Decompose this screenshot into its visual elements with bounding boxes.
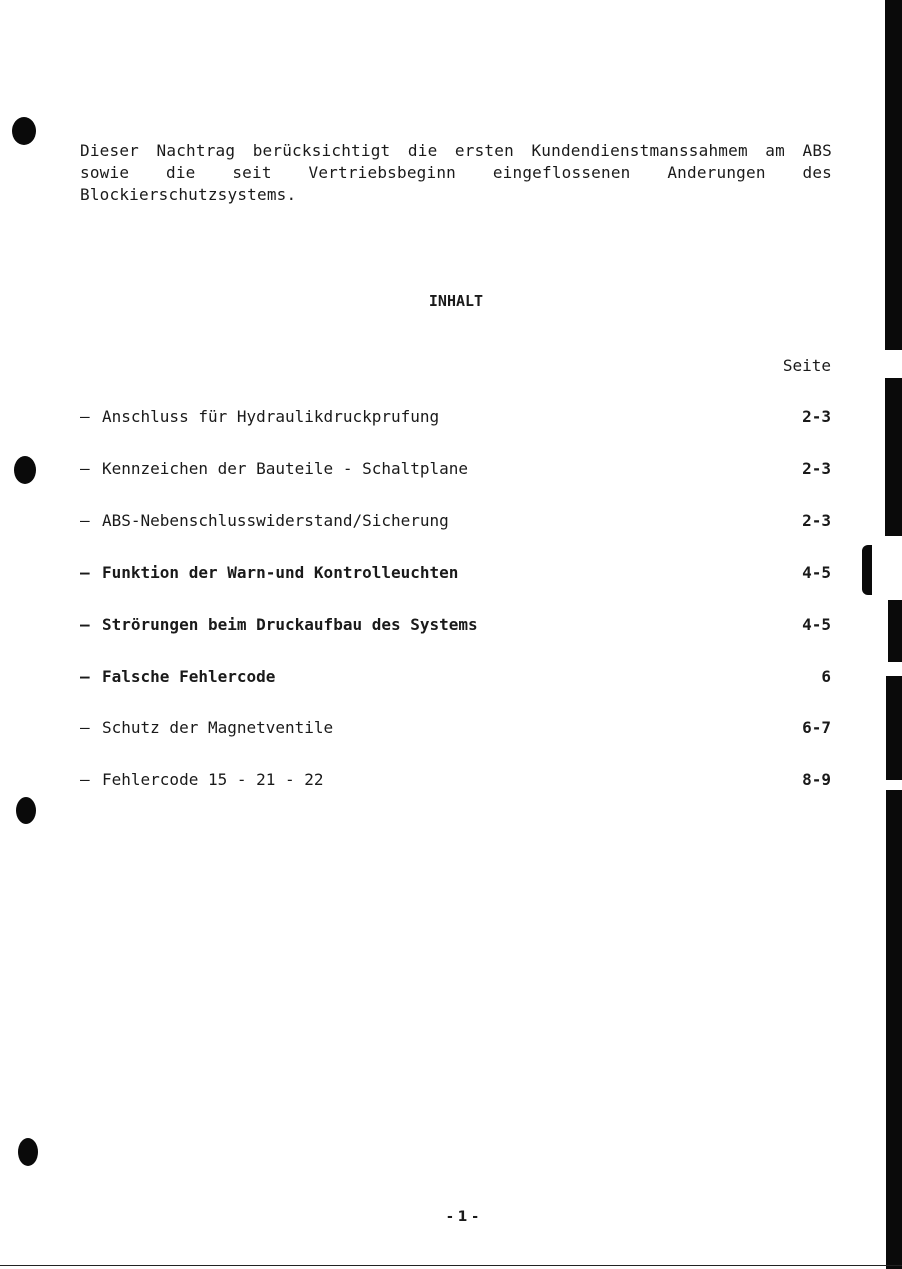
right-edge-scan-bar [886, 676, 902, 780]
toc-dash: – [80, 407, 90, 426]
toc-entry [80, 667, 831, 689]
toc-entry [80, 459, 831, 481]
toc-entry [80, 615, 831, 637]
right-edge-scan-bar [885, 378, 902, 536]
punch-hole-upper-middle [14, 456, 36, 484]
toc-page: 8-9 [802, 770, 831, 789]
right-edge-scan-bar [862, 545, 872, 595]
toc-title: Falsche Fehlercode [102, 667, 276, 686]
section-heading: INHALT [428, 292, 484, 310]
punch-hole-top [12, 117, 36, 145]
toc-dash: – [80, 667, 90, 686]
intro-paragraph: Dieser Nachtrag berücksichtigt die ersten Kundendienstmanssahmem am ABS sowie die seit Vertriebsbeginn eingeflossenen Anderungen des Blockierschutzsystems. [80, 141, 832, 204]
toc-dash: – [80, 718, 90, 737]
toc-title: Fehlercode 15 - 21 - 22 [102, 770, 324, 789]
toc-title: Schutz der Magnetventile [102, 718, 334, 737]
toc-title: ABS-Nebenschlusswiderstand/Sicherung [102, 511, 449, 530]
page-number: - 1 - [447, 1209, 479, 1225]
toc-dash: – [80, 770, 90, 789]
toc-title: Funktion der Warn-und Kontrolleuchten [102, 563, 459, 582]
punch-hole-lower-middle [16, 797, 36, 824]
toc-dash: – [80, 615, 90, 634]
page-column-header: Seite [782, 356, 831, 375]
punch-hole-bottom [18, 1138, 38, 1166]
toc-page: 4-5 [802, 615, 831, 634]
toc-entry [80, 511, 831, 533]
toc-entry [80, 563, 831, 585]
toc-title: Kennzeichen der Bauteile - Schaltplane [102, 459, 469, 478]
toc-entry [80, 770, 831, 792]
right-edge-scan-bar [888, 600, 902, 662]
bottom-border-line [0, 1265, 902, 1266]
toc-entry [80, 718, 831, 740]
toc-page: 6 [821, 667, 831, 686]
toc-title: Strörungen beim Druckaufbau des Systems [102, 615, 478, 634]
toc-page: 2-3 [802, 407, 831, 426]
toc-page: 2-3 [802, 459, 831, 478]
toc-title: Anschluss für Hydraulikdruckprufung [102, 407, 440, 426]
toc-page: 2-3 [802, 511, 831, 530]
toc-page: 4-5 [802, 563, 831, 582]
toc-entry [80, 407, 831, 429]
toc-dash: – [80, 563, 90, 582]
right-edge-scan-bar [886, 790, 902, 1269]
toc-dash: – [80, 459, 90, 478]
toc-dash: – [80, 511, 90, 530]
toc-page: 6-7 [802, 718, 831, 737]
